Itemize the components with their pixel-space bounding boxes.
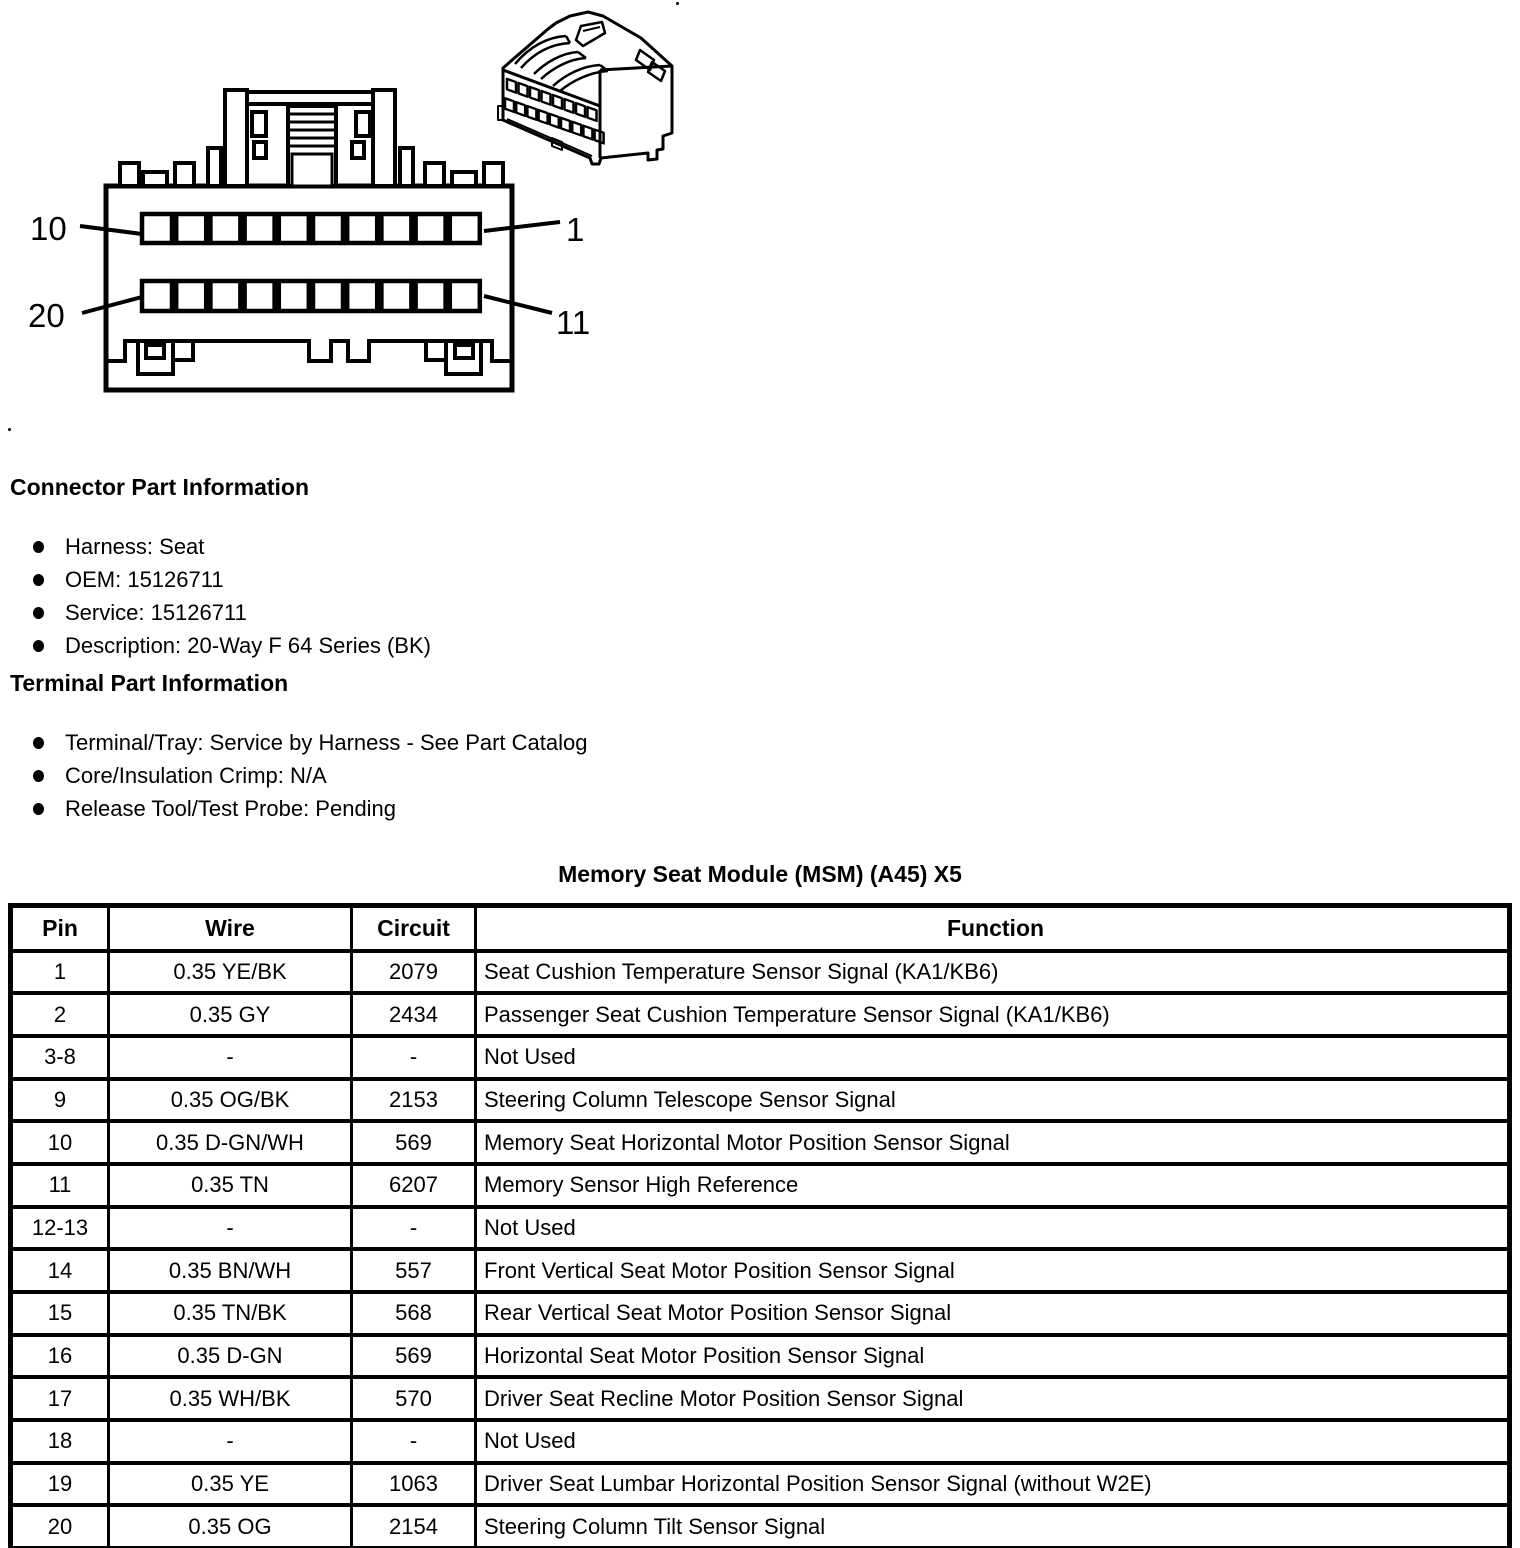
- column-header-function: Function: [476, 906, 1510, 951]
- function-cell: Not Used: [476, 1036, 1510, 1079]
- wire-cell: 0.35 YE/BK: [109, 951, 352, 994]
- pin-row-top: [142, 214, 480, 243]
- table-row: [11, 1505, 1510, 1548]
- function-cell: Driver Seat Lumbar Horizontal Position Sensor Signal (without W2E): [476, 1463, 1510, 1506]
- pin-cell: 12-13: [11, 1207, 109, 1250]
- list-item-text: Terminal/Tray: Service by Harness - See Part Catalog: [65, 729, 588, 755]
- connector-front-view: [80, 90, 560, 390]
- list-item: [33, 726, 588, 759]
- table-row: [11, 1292, 1510, 1335]
- function-cell: Front Vertical Seat Motor Position Sensor Signal: [476, 1249, 1510, 1292]
- connector-latch: [208, 90, 413, 186]
- pin-cell: 19: [11, 1463, 109, 1506]
- table-row: [11, 1121, 1510, 1164]
- bullet-icon: [33, 607, 44, 619]
- table-row: [11, 1463, 1510, 1506]
- circuit-cell: 2434: [352, 993, 476, 1036]
- list-item-text: Service: 15126711: [65, 599, 247, 625]
- pin-row-bottom: [142, 281, 480, 311]
- column-header-pin: Pin: [11, 906, 109, 951]
- scan-artifact-dot: [8, 428, 11, 431]
- table-row: [11, 951, 1510, 994]
- bullet-icon: [33, 770, 44, 782]
- wire-cell: 0.35 D-GN: [109, 1335, 352, 1378]
- wire-cell: 0.35 TN: [109, 1164, 352, 1207]
- pin-cell: 17: [11, 1377, 109, 1420]
- wire-cell: 0.35 GY: [109, 993, 352, 1036]
- table-row: [11, 1377, 1510, 1420]
- table-row: [11, 1079, 1510, 1122]
- function-cell: Memory Sensor High Reference: [476, 1164, 1510, 1207]
- circuit-cell: 1063: [352, 1463, 476, 1506]
- list-item-text: Harness: Seat: [65, 533, 205, 559]
- circuit-cell: 568: [352, 1292, 476, 1335]
- pin-label-11: 11: [556, 304, 591, 341]
- list-item: [33, 629, 431, 662]
- connector-3d-view: [498, 12, 672, 164]
- scan-artifact-dot: [676, 2, 679, 5]
- wire-cell: 0.35 WH/BK: [109, 1377, 352, 1420]
- pin-cell: 10: [11, 1121, 109, 1164]
- pin-cell: 3-8: [11, 1036, 109, 1079]
- table-row: [11, 1207, 1510, 1250]
- table-row: [11, 1335, 1510, 1378]
- column-header-wire: Wire: [109, 906, 352, 951]
- function-cell: Rear Vertical Seat Motor Position Sensor Signal: [476, 1292, 1510, 1335]
- circuit-cell: 569: [352, 1335, 476, 1378]
- circuit-cell: 557: [352, 1249, 476, 1292]
- wire-cell: -: [109, 1420, 352, 1463]
- function-cell: Driver Seat Recline Motor Position Sensor Signal: [476, 1377, 1510, 1420]
- list-item: [33, 596, 431, 629]
- list-item: [33, 530, 431, 563]
- bullet-icon: [33, 803, 44, 815]
- terminal-part-info-heading: Terminal Part Information: [10, 670, 289, 696]
- circuit-cell: 569: [352, 1121, 476, 1164]
- pin-label-10: 10: [30, 210, 67, 247]
- function-cell: Not Used: [476, 1420, 1510, 1463]
- table-row: [11, 993, 1510, 1036]
- list-item: [33, 792, 588, 825]
- function-cell: Memory Seat Horizontal Motor Position Sensor Signal: [476, 1121, 1510, 1164]
- list-item-text: Description: 20-Way F 64 Series (BK): [65, 632, 431, 658]
- table-header-row: [11, 906, 1510, 951]
- connector-diagram: [0, 0, 1520, 460]
- connector-part-info-heading: Connector Part Information: [10, 474, 310, 500]
- table-title: Memory Seat Module (MSM) (A45) X5: [558, 861, 962, 887]
- pin-label-20: 20: [28, 297, 65, 334]
- pin-cell: 1: [11, 951, 109, 994]
- pin-cell: 20: [11, 1505, 109, 1548]
- function-cell: Passenger Seat Cushion Temperature Sensor Signal (KA1/KB6): [476, 993, 1510, 1036]
- table-row: [11, 1420, 1510, 1463]
- circuit-cell: 570: [352, 1377, 476, 1420]
- bullet-icon: [33, 574, 44, 586]
- pin-label-1: 1: [566, 211, 585, 248]
- pin-cell: 15: [11, 1292, 109, 1335]
- circuit-cell: 2153: [352, 1079, 476, 1122]
- function-cell: Seat Cushion Temperature Sensor Signal (KA1/KB6): [476, 951, 1510, 994]
- function-cell: Not Used: [476, 1207, 1510, 1250]
- function-cell: Steering Column Tilt Sensor Signal: [476, 1505, 1510, 1548]
- column-header-circuit: Circuit: [352, 906, 476, 951]
- bullet-icon: [33, 737, 44, 749]
- circuit-cell: -: [352, 1207, 476, 1250]
- table-row: [11, 1164, 1510, 1207]
- wire-cell: -: [109, 1207, 352, 1250]
- terminal-part-info-list: [33, 726, 588, 825]
- pin-cell: 18: [11, 1420, 109, 1463]
- table-row: [11, 1249, 1510, 1292]
- list-item: [33, 759, 588, 792]
- bullet-icon: [33, 541, 44, 553]
- pin-cell: 11: [11, 1164, 109, 1207]
- pin-cell: 14: [11, 1249, 109, 1292]
- circuit-cell: 6207: [352, 1164, 476, 1207]
- circuit-cell: 2154: [352, 1505, 476, 1548]
- circuit-cell: 2079: [352, 951, 476, 994]
- circuit-cell: -: [352, 1036, 476, 1079]
- list-item: [33, 563, 431, 596]
- list-item-text: Core/Insulation Crimp: N/A: [65, 762, 327, 788]
- bullet-icon: [33, 640, 44, 652]
- wire-cell: 0.35 OG: [109, 1505, 352, 1548]
- wire-cell: -: [109, 1036, 352, 1079]
- function-cell: Steering Column Telescope Sensor Signal: [476, 1079, 1510, 1122]
- pin-cell: 2: [11, 993, 109, 1036]
- wire-cell: 0.35 YE: [109, 1463, 352, 1506]
- list-item-text: OEM: 15126711: [65, 566, 224, 592]
- pin-cell: 16: [11, 1335, 109, 1378]
- wire-cell: 0.35 TN/BK: [109, 1292, 352, 1335]
- wire-cell: 0.35 BN/WH: [109, 1249, 352, 1292]
- connector-part-info-list: [33, 530, 431, 662]
- pin-cell: 9: [11, 1079, 109, 1122]
- wire-cell: 0.35 D-GN/WH: [109, 1121, 352, 1164]
- function-cell: Horizontal Seat Motor Position Sensor Signal: [476, 1335, 1510, 1378]
- table-row: [11, 1036, 1510, 1079]
- pinout-table: [8, 903, 1512, 1548]
- list-item-text: Release Tool/Test Probe: Pending: [65, 795, 397, 821]
- circuit-cell: -: [352, 1420, 476, 1463]
- wire-cell: 0.35 OG/BK: [109, 1079, 352, 1122]
